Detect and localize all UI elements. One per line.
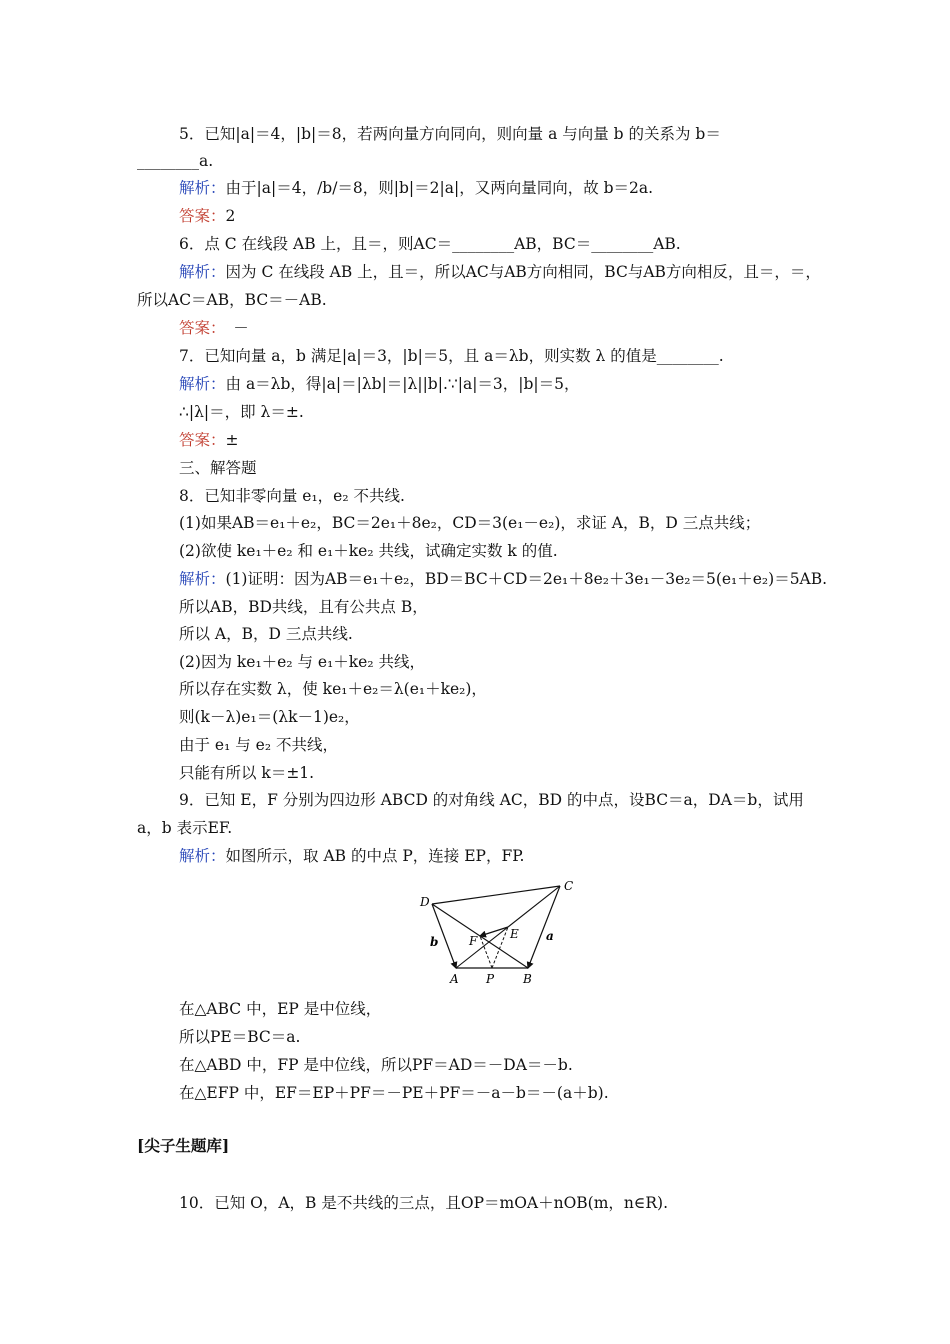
vector-EF [480,927,508,936]
label-D: D [420,895,430,909]
q7-analysis-text: 由 a＝λb，得|a|＝|λb|＝|λ||b|.∵|a|＝3，|b|＝5， [225,375,580,393]
q6-analysis [179,262,821,282]
q8-step8: 只能有所以 k＝±1. [179,764,315,782]
answer-label: 答案： [179,207,226,225]
q7-analysis [179,374,580,394]
q10-line1: 10．已知 O，A，B 是不共线的三点，且OP＝mOA＋nOB(m，n∈R). [179,1194,669,1212]
analysis-label: 解析： [179,179,226,197]
label-P: P [486,972,495,986]
q5-answer [179,206,235,226]
quadrilateral-figure [400,872,600,990]
q5-analysis-text: 由于|a|＝4，/b/＝8，则|b|＝2|a|，又两向量同向，故 b＝2a. [225,179,654,197]
q9-analysis [179,846,524,866]
analysis-label: 解析： [179,375,226,393]
q5-line2: ________a. [137,152,214,170]
section-title: [尖子生题库] [137,1136,230,1155]
q5-line1: 5．已知|a|＝4，|b|＝8，若两向量方向同向，则向量 a 与向量 b 的关系为 b＝ [179,125,721,143]
q7-line1: 7．已知向量 a，b 满足|a|＝3，|b|＝5，且 a＝λb，则实数 λ 的值是________. [179,347,724,365]
q9-analysis-text: 如图所示，取 AB 的中点 P，连接 EP，FP. [225,847,525,865]
q8-line3: (2)欲使 ke₁＋e₂ 和 e₁＋ke₂ 共线，试确定实数 k 的值. [179,542,558,560]
q5-analysis [179,178,653,198]
q9-step2: 在△ABC 中，EP 是中位线， [179,1000,382,1018]
answer-label: 答案： [179,431,226,449]
analysis-label: 解析： [179,570,226,588]
q6-line1: 6．点 C 在线段 AB 上，且＝，则AC＝________AB，BC＝________AB. [179,235,681,253]
q8-step4: (2)因为 ke₁＋e₂ 与 e₁＋ke₂ 共线， [179,653,425,671]
analysis-label: 解析： [179,847,226,865]
q6-analysis-text: 因为 C 在线段 AB 上，且＝，所以AC与AB方向相同，BC与AB方向相反，且＝，＝， [225,263,821,281]
q9-step4: 在△ABD 中，FP 是中位线，所以PF＝AD＝－DA＝－b. [179,1056,573,1074]
q6-analysis-line2: 所以AC＝AB，BC＝－AB. [137,291,327,309]
q8-step5: 所以存在实数 λ，使 ke₁＋e₂＝λ(e₁＋ke₂)， [179,680,487,698]
label-C: C [564,879,574,893]
q9-line2: a，b 表示EF. [137,819,233,837]
q8-step7: 由于 e₁ 与 e₂ 不共线， [179,736,338,754]
section-heading: 三、解答题 [179,459,257,477]
q6-answer [179,318,249,338]
q8-analysis [179,569,827,589]
q8-step6: 则(k－λ)e₁＝(λk－1)e₂， [179,708,360,726]
label-F: F [469,934,478,948]
q8-step3: 所以 A，B，D 三点共线. [179,625,353,643]
answer-label: 答案： [179,319,218,337]
label-b: b [430,935,439,949]
q8-line1: 8．已知非零向量 e₁，e₂ 不共线. [179,487,405,505]
label-E: E [510,927,519,941]
label-B: B [523,972,532,986]
q8-analysis-text: (1)证明：因为AB＝e₁＋e₂，BD＝BC＋CD＝2e₁＋8e₂＋3e₁－3e₂＝5(e₁＋e₂)＝5AB. [225,570,828,588]
q9-step5: 在△EFP 中，EF＝EP＋PF＝－PE＋PF＝－a－b＝－(a＋b). [179,1084,609,1102]
analysis-label: 解析： [179,263,226,281]
q8-line2: (1)如果AB＝e₁＋e₂，BC＝2e₁＋8e₂，CD＝3(e₁－e₂)，求证 A，B，D 三点共线； [179,514,761,532]
label-a: a [546,929,554,943]
q9-step3: 所以PE＝BC＝a. [179,1028,301,1046]
q7-analysis-line2: ∴|λ|＝，即 λ＝±. [179,403,304,421]
q6-answer-text: － [217,319,249,337]
q7-answer-text: ± [225,431,239,449]
q5-answer-text: 2 [225,207,236,225]
q8-step2: 所以AB，BD共线，且有公共点 B， [179,598,428,616]
label-A: A [450,972,459,986]
q9-line1: 9．已知 E，F 分别为四边形 ABCD 的对角线 AC，BD 的中点，设BC＝a，DA＝b，试用 [179,791,804,809]
q7-answer [179,430,239,450]
